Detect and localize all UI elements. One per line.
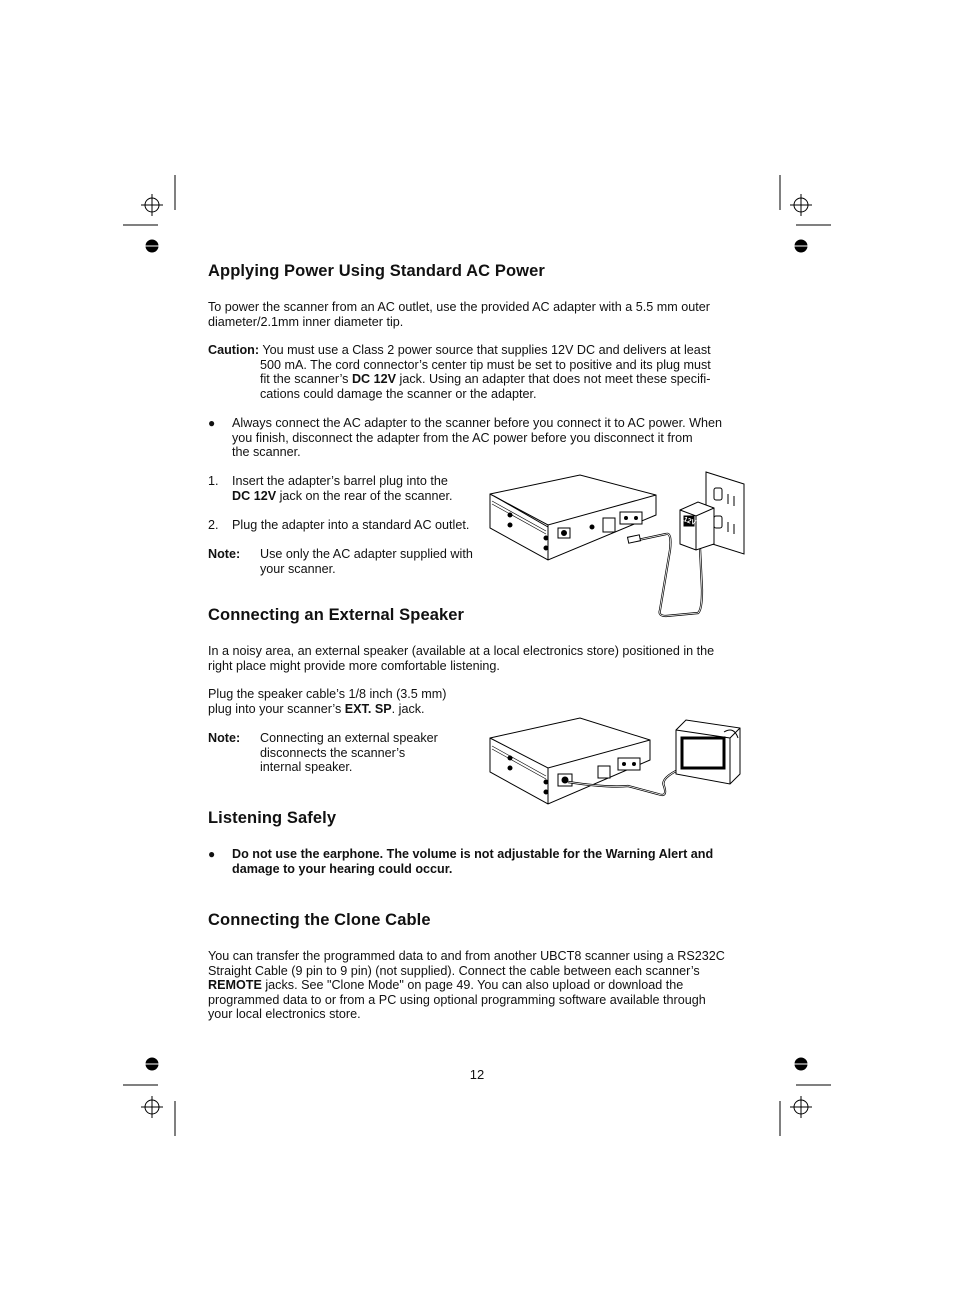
section-heading-listening-safely: Listening Safely [208, 809, 337, 827]
bullet-dot: ● [208, 416, 216, 430]
caution-continued: 500 mA. The cord connector’s center tip must be set to positive and its plug must fit the scanner’s DC 12V jack. Using an adapter that does not meet these specifi- cations could damage the scanner or the adapter. [260, 357, 711, 401]
step-2-number: 2. [208, 518, 219, 532]
page-number: 12 [469, 1067, 485, 1082]
speaker-intro: In a noisy area, an external speaker (available at a local electronics store) positioned in the right place might provide more comfortable listening. [208, 644, 715, 673]
ac-power-bullet: Always connect the AC adapter to the scanner before you connect it to AC power. When you finish, disconnect the adapter from the AC power before you disconnect it from the scanner. [232, 416, 723, 460]
caution-block: Caution: You must use a Class 2 power source that supplies 12V DC and delivers at least [208, 343, 711, 357]
caution-label: Caution: [208, 343, 260, 357]
listening-warning: Do not use the earphone. The volume is not adjustable for the Warning Alert and damage to your hearing could occur. [232, 847, 714, 876]
scanner-ac-adapter-illustration [488, 470, 748, 620]
step-1-number: 1. [208, 474, 219, 488]
ac-power-intro: To power the scanner from an AC outlet, use the provided AC adapter with a 5.5 mm outer diameter/2.1mm inner diameter tip. [208, 300, 710, 329]
ac-note-text: Use only the AC adapter supplied with your scanner. [260, 547, 473, 576]
section-heading-clone-cable: Connecting the Clone Cable [208, 911, 431, 929]
note-label: Note: [208, 547, 241, 561]
section-heading-ac-power: Applying Power Using Standard AC Power [208, 262, 545, 280]
scanner-external-speaker-illustration [488, 716, 748, 816]
speaker-plug-instructions: Plug the speaker cable’s 1/8 inch (3.5 mm) plug into your scanner’s EXT. SP. jack. [208, 687, 447, 716]
adapter-voltage-label: 12V [682, 516, 697, 528]
section-heading-external-speaker: Connecting an External Speaker [208, 606, 465, 624]
speaker-note-text: Connecting an external speaker disconnects the scanner’s internal speaker. [260, 731, 438, 775]
note-label: Note: [208, 731, 241, 745]
step-2-text: Plug the adapter into a standard AC outlet. [232, 518, 470, 532]
step-1-text: Insert the adapter’s barrel plug into the DC 12V jack on the rear of the scanner. [232, 474, 453, 503]
bullet-dot: ● [208, 847, 216, 861]
clone-cable-text: You can transfer the programmed data to and from another UBCT8 scanner using a RS232C Straight Cable (9 pin to 9 pin) (not supplied). Connect the cable between each scanner’s REMOTE jacks. See "Clone Mode" on page 49. You can also upload or download the programmed data to or from a PC using optional programming software available through your local electronics store. [208, 949, 725, 1022]
